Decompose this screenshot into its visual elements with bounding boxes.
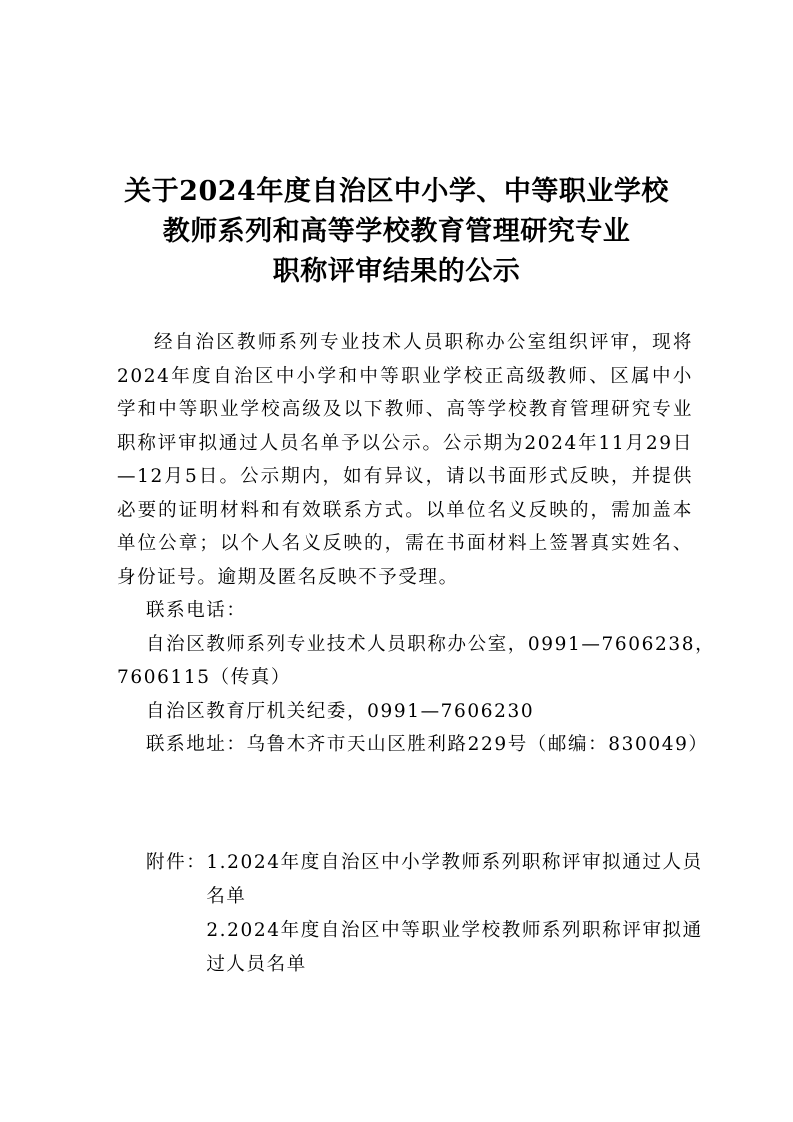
attachments-list <box>206 846 706 982</box>
title-line-3: 职称评审结果的公示 <box>272 256 521 287</box>
attachments-label: 附件： <box>146 852 207 873</box>
attachments-section <box>146 846 706 982</box>
document-body <box>117 326 716 762</box>
announcement-paragraph: 经自治区教师系列专业技术人员职称办公室组织评审，现将2024年度自治区中小学和中等职业学校正高级教师、区属中小学和中等职业学校高级及以下教师、高等学校教育管理研究专业职称评审拟通过人员名单予以公示。公示期为2024年11月29日—12月5日。公示期内，如有异议，请以书面形式反映，并提供必要的证明材料和有效联系方式。以单位名义反映的，需加盖本单位公章；以个人名义反映的，需在书面材料上签署真实姓名、身份证号。逾期及匿名反映不予受理。 <box>117 332 693 588</box>
attachment-item-1: 1.2024年度自治区中小学教师系列职称评审拟通过人员名单 <box>206 852 703 907</box>
document-title <box>0 172 793 292</box>
contact-office-line-2: 7606115（传真） <box>117 667 291 688</box>
attachment-item-2: 2.2024年度自治区中等职业学校教师系列职称评审拟通过人员名单 <box>206 920 703 975</box>
title-line-2: 教师系列和高等学校教育管理研究专业 <box>162 216 631 247</box>
contact-discipline-office: 自治区教育厅机关纪委，0991—7606230 <box>146 700 535 722</box>
contact-label: 联系电话： <box>146 600 247 621</box>
contact-address: 联系地址：乌鲁木齐市天山区胜利路229号（邮编：830049） <box>146 734 709 755</box>
contact-office-line-1: 自治区教师系列专业技术人员职称办公室，0991—7606238， <box>146 633 716 655</box>
title-line-1: 关于2024年度自治区中小学、中等职业学校 <box>124 176 669 207</box>
